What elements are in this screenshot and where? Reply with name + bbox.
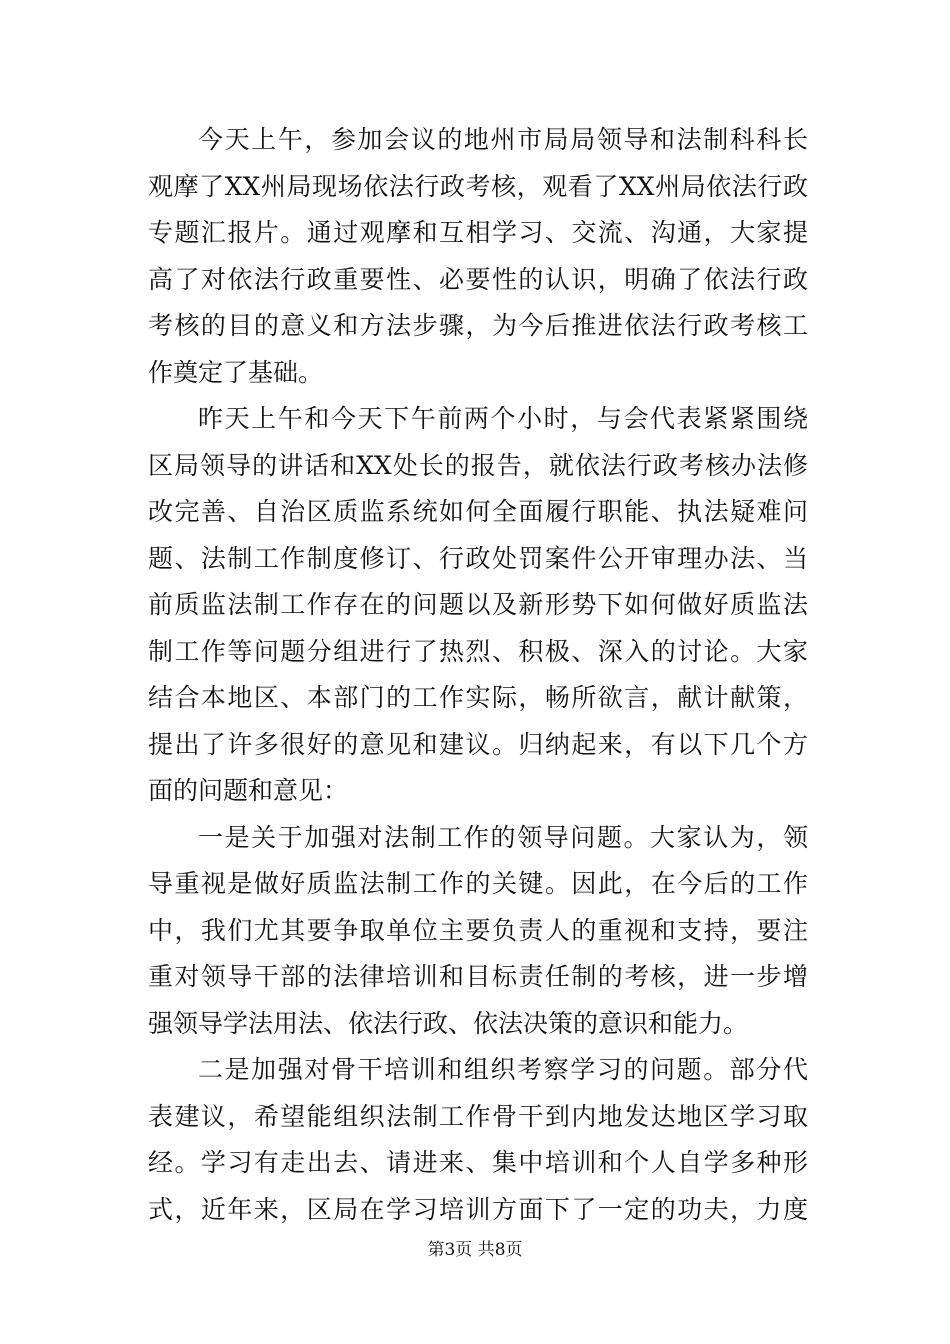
text-line: 表建议，希望能组织法制工作骨干到内地发达地区学习取 (148, 1101, 808, 1131)
page-footer: 第3页 共8页 (427, 1240, 523, 1260)
text-line: 区局领导的讲话和XX处长的报告，就依法行政考核办法修 (148, 450, 808, 480)
text-line: 重对领导干部的法律培训和目标责任制的考核，进一步增 (148, 962, 808, 991)
text-line: 式，近年来，区局在学习培训方面下了一定的功夫，力度 (148, 1194, 808, 1224)
text-line: 提出了许多很好的意见和建议。归纳起来，有以下几个方 (148, 729, 808, 759)
text-line: 题、法制工作制度修订、行政处罚案件公开审理办法、当 (148, 543, 808, 573)
text-line: 中，我们尤其要争取单位主要负责人的重视和支持，要注 (148, 915, 808, 945)
document-body (148, 117, 808, 1233)
text-line: 高了对依法行政重要性、必要性的认识，明确了依法行政 (148, 264, 808, 294)
text-line: 制工作等问题分组进行了热烈、积极、深入的讨论。大家 (148, 636, 808, 666)
paragraph-first-line: 昨天上午和今天下午前两个小时，与会代表紧紧围绕 (198, 404, 808, 433)
text-line: 作奠定了基础。 (148, 357, 324, 387)
text-line: 观摩了XX州局现场依法行政考核，观看了XX州局依法行政 (148, 171, 808, 201)
text-line: 改完善、自治区质监系统如何全面履行职能、执法疑难问 (148, 497, 808, 526)
text-line: 专题汇报片。通过观摩和互相学习、交流、沟通，大家提 (148, 218, 808, 247)
paragraph-first-line: 一是关于加强对法制工作的领导问题。大家认为，领 (198, 822, 808, 852)
text-line: 强领导学法用法、依法行政、依法决策的意识和能力。 (148, 1008, 749, 1038)
paragraph-first-line: 今天上午，参加会议的地州市局局领导和法制科科长 (198, 125, 808, 154)
paragraph-first-line: 二是加强对骨干培训和组织考察学习的问题。部分代 (198, 1055, 808, 1084)
text-line: 导重视是做好质监法制工作的关键。因此，在今后的工作 (148, 869, 808, 898)
text-line: 考核的目的意义和方法步骤，为今后推进依法行政考核工 (148, 311, 808, 340)
text-line: 结合本地区、本部门的工作实际，畅所欲言，献计献策， (148, 683, 808, 712)
text-line: 经。学习有走出去、请进来、集中培训和个人自学多种形 (148, 1148, 808, 1177)
text-line: 面的问题和意见： (148, 776, 349, 805)
text-line: 前质监法制工作存在的问题以及新形势下如何做好质监法 (148, 590, 808, 619)
